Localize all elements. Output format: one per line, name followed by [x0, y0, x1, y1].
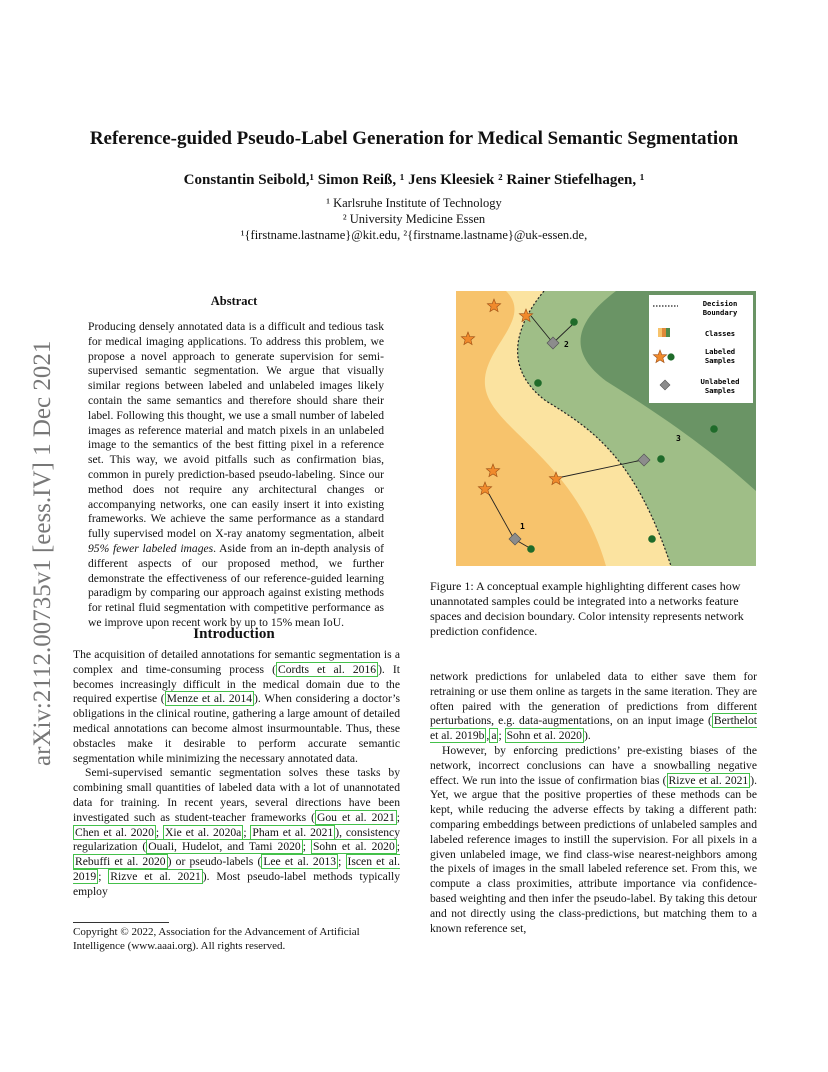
case-label-3: 3 — [676, 434, 681, 443]
legend-class-swatch — [662, 328, 666, 337]
author-list: Constantin Seibold,¹ Simon Reiß, ¹ Jens Kleesiek ² Rainer Stiefelhagen, ¹ — [183, 172, 645, 188]
affiliation-1: ¹ Karlsruhe Institute of Technology — [326, 196, 502, 210]
paper-title: Reference-guided Pseudo-Label Generation for Medical Semantic Segmentation — [89, 128, 739, 149]
figure-1 — [456, 291, 756, 566]
footnote-rule — [73, 922, 169, 923]
citation-link[interactable]: Menze et al. 2014 — [166, 692, 253, 706]
abstract-text: Producing densely annotated data is a difficult and tedious task for medical imaging applications. To address this problem, we propose a novel approach to generate supervision for semi-supervised semantic segmentation. We argue that visually similar regions between labeled and unlabeled images likely contain the same semantics and therefore should share their label. Following this thought, we use a small number of labeled images as reference material and match pixels in an unlabeled image to the semantics of the best fitting pixel in a reference set. This way, we avoid pitfalls such as confirmation bias, common in purely prediction-based pseudo-labeling. Since our method does not require any architectural changes or accompanying networks, one can easily insert it into existing frameworks. We achieve the same performance as a standard fully supervised model on X-ray anatomy segmentation, albeit 95% fewer labeled images. Aside from an in-depth analysis of different aspects of our proposed method, we further demonstrate the effectiveness of our reference-guided learning paradigm by comparing our approach against existing methods for retinal fluid segmentation with competitive performance as we improve upon recent work by up to 15% mean IoU. — [88, 320, 384, 629]
introduction-text — [73, 648, 400, 900]
citation-link[interactable]: Gou et al. 2021 — [316, 810, 395, 824]
author-emails: ¹{firstname.lastname}@kit.edu, ²{firstname.lastname}@uk-essen.de, — [240, 228, 588, 242]
legend-unlabeled-label: Unlabeled — [700, 377, 740, 386]
citation-link[interactable]: Lee et al. 2013 — [263, 855, 337, 869]
right-paragraph-2: However, by enforcing predictions’ pre-existing biases of the network, incorrect conclusions can have a snowballing negative effect. We run into the issue of confirmation bias ( Rizve et al. 2021 ). Yet, we argue that the positive properties of these methods can be kept, while reducing the adverse effects by taking a different path: comparing embeddings between predictions of unlabeled samples and labeled reference images to instill the supervision. For all pixels in a given unlabeled image, we find class-wise nearest-neighbors among the pixels of images in the small labeled reference set. From this, we compute a class proximities, attribute importance via confidence-based weighting and then infer the pseudo-label. By taking this detour and not directly using the class-predictions, but matching them to a known reference set, — [430, 743, 757, 935]
legend-unlabeled-label-2: Samples — [704, 386, 736, 395]
legend-class-swatch — [658, 328, 662, 337]
legend-labeled-label: Labeled — [704, 347, 736, 356]
citation-link[interactable]: Xie et al. 2020a — [165, 825, 242, 839]
citation-link[interactable]: Rebuffi et al. 2020 — [75, 855, 166, 869]
copyright-notice: Copyright © 2022, Association for the Advancement of Artificial Intelligence (www.aaai.org). All rights reserved. — [73, 926, 360, 952]
dot-icon — [667, 353, 674, 360]
dot-icon — [534, 379, 542, 387]
citation-link[interactable]: Sohn et al. 2020 — [506, 729, 582, 743]
intro-paragraph-2: Semi-supervised semantic segmentation solves these tasks by combining small quantities of labeled data with a lot of unannotated data for training. In recent years, several directions have been investigated such as student-teacher frameworks ( Gou et al. 2021 ; Chen et al. 2020 ; Xie et al. 2020a ; Pham et al. 2021 ), consistency regularization ( Ouali, Hudelot, and Tami 2020 ; Sohn et al. 2020 ; Rebuffi et al. 2020 ) or pseudo-labels ( Lee et al. 2013 ; Iscen et al. 2019 ; Rizve et al. 2021 ). Most pseudo-label methods typically employ — [73, 766, 401, 898]
legend-classes-label: Classes — [704, 329, 736, 338]
dot-icon — [648, 535, 656, 543]
citation-link[interactable]: Cordts et al. 2016 — [278, 662, 377, 676]
dot-icon — [570, 318, 578, 326]
right-column-text — [430, 670, 757, 936]
citation-link[interactable]: Iscen et al. 2019 — [73, 855, 401, 883]
case-label-1: 1 — [520, 522, 525, 531]
citation-link[interactable]: Sohn et al. 2020 — [312, 840, 395, 854]
citation-link[interactable]: Rizve et al. 2021 — [668, 773, 749, 787]
dot-icon — [710, 425, 718, 433]
citation-link[interactable]: a — [491, 729, 497, 743]
dot-icon — [657, 455, 665, 463]
legend-labeled-label-2: Samples — [704, 356, 736, 365]
citation-link[interactable]: Rizve et al. 2021 — [110, 869, 201, 883]
legend-class-swatch — [666, 328, 670, 337]
citation-link[interactable]: Pham et al. 2021 — [252, 825, 334, 839]
dot-icon — [527, 545, 535, 553]
citation-link[interactable]: Chen et al. 2020 — [75, 825, 154, 839]
right-paragraph-1: network predictions for unlabeled data to either save them for retraining or use them online as targets in the same iteration. They are often paired with the generation of predictions from different perturbations, e.g. data-augmentations, on an input image ( Berthelot et al. 2019b , a ; Sohn et al. 2020 ). — [430, 670, 757, 743]
citation-link[interactable]: Berthelot et al. 2019b — [430, 714, 757, 743]
citation-link[interactable]: Ouali, Hudelot, and Tami 2020 — [148, 840, 301, 854]
affiliation-2: ² University Medicine Essen — [342, 212, 486, 226]
introduction-heading: Introduction — [193, 626, 275, 642]
intro-paragraph-1: The acquisition of detailed annotations for semantic segmentation is a complex and time-consuming process ( Cordts et al. 2016 ). It becomes increasingly difficult in the medical domain due to the required expertise ( Menze et al. 2014 ). When considering a doctor’s obligations in the clinical routine, gathering a large amount of detailed medical annotations can become almost insurmountable. Thus, these obstacles make it desirable to perform accurate semantic segmentation while minimizing the necessary annotated data. — [73, 648, 400, 765]
figure-caption: Figure 1: A conceptual example highlighting different cases how unannotated samples could be integrated into a networks feature spaces and decision boundary. Color intensity represents network prediction confidence. — [430, 579, 744, 638]
arxiv-stamp — [18, 296, 62, 766]
case-label-2: 2 — [564, 340, 569, 349]
legend-boundary-label: Decision — [702, 299, 738, 308]
abstract-heading: Abstract — [210, 294, 258, 308]
arxiv-id: arXiv:2112.00735v1 [eess.IV] 1 Dec 2021 — [29, 340, 56, 766]
legend-boundary-label-2: Boundary — [702, 308, 738, 317]
